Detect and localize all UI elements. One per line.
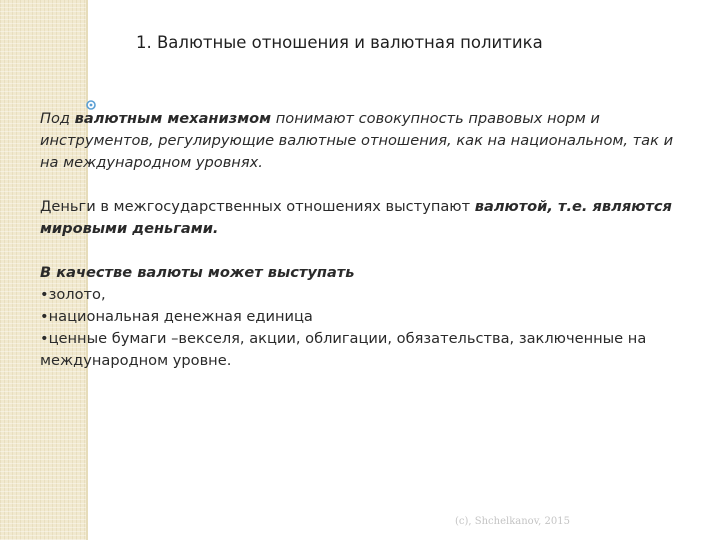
money-paragraph — [40, 196, 680, 240]
list-item: •национальная денежная единица — [40, 308, 313, 325]
currency-list — [40, 262, 680, 372]
list-item: •золото, — [40, 286, 106, 303]
slide-title: 1. Валютные отношения и валютная политика — [136, 33, 543, 52]
list-item: •ценные бумаги –векселя, акции, облигации, обязательства, заключенные на международном уровне. — [40, 330, 647, 369]
currency-list-intro: В качестве валюты может выступать — [40, 264, 355, 281]
slide-body — [40, 108, 680, 372]
definition-lead: Под — [40, 110, 75, 127]
definition-paragraph — [40, 108, 680, 174]
copyright-footer: (c), Shchelkanov, 2015 — [455, 516, 570, 527]
definition-text: понимают совокупность правовых норм и инструментов, регулирующие валютные отношения, как на национальном, так и на международном уровнях. — [40, 110, 674, 171]
money-term: валютой, т.е. являются мировыми деньгами. — [40, 198, 672, 237]
definition-term: валютным механизмом — [74, 110, 272, 127]
money-lead: Деньги в межгосударственных отношениях выступают — [40, 198, 475, 215]
